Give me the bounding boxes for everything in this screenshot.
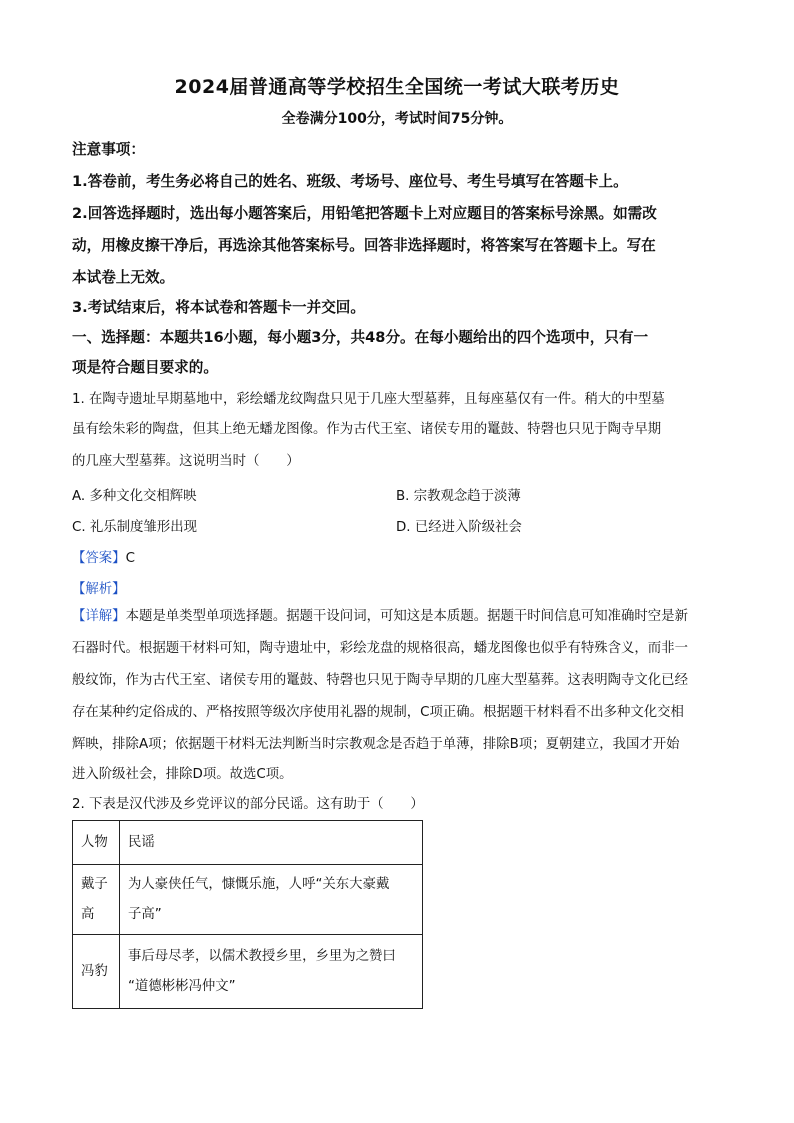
q2-stem: 2. 下表是汉代涉及乡党评议的部分民谣。这有助于（ ） (72, 797, 424, 812)
q1-answer (72, 547, 135, 566)
person-line-1: 戴子 (81, 876, 108, 892)
q1-detail-line-3: 般纹饰，作为古代王室、诸侯专用的鼍鼓、特磬也只见于陶寺早期的几座大型墓葬。这表明陶寺文化已经 (72, 673, 688, 688)
section-heading-line-2: 项是符合题目要求的。 (72, 359, 218, 376)
q1-detail-line-6: 进入阶级社会，排除D项。故选C项。 (72, 767, 293, 782)
table-cell-ballad (120, 935, 423, 1009)
table-cell-person (73, 865, 120, 935)
q1-option-a: A. 多种文化交相辉映 (72, 489, 197, 504)
q1-option-c: C. 礼乐制度雏形出现 (72, 520, 197, 535)
table-header-row (73, 821, 423, 865)
section-heading-line-1: 一、选择题：本题共16小题，每小题3分，共48分。在每小题给出的四个选项中，只有一 (72, 329, 649, 346)
q1-stem-line-1: 1. 在陶寺遗址早期墓地中，彩绘蟠龙纹陶盘只见于几座大型墓葬，且每座墓仅有一件。稍大的中型墓 (72, 392, 665, 407)
q1-detail-line-4: 存在某种约定俗成的、严格按照等级次序使用礼器的规制，C项正确。根据题干材料看不出多种文化交相 (72, 705, 684, 720)
detail-text-1: 本题是单类型单项选择题。据题干设问词，可知这是本质题。据题干时间信息可知准确时空是新 (125, 609, 688, 624)
table-row (73, 935, 423, 1009)
notice-item-2-line-1: 2.回答选择题时，选出每小题答案后，用铅笔把答题卡上对应题目的答案标号涂黑。如需改 (72, 205, 657, 222)
answer-label: 【答案】 (72, 551, 126, 566)
ballad-line-2: 子高” (128, 906, 162, 922)
page-title: 2024届普通高等学校招生全国统一考试大联考历史 (174, 76, 620, 98)
person-line-1: 冯豹 (81, 963, 108, 979)
notice-item-3: 3.考试结束后，将本试卷和答题卡一并交回。 (72, 299, 365, 316)
notice-heading: 注意事项： (72, 141, 145, 158)
table-header-person: 人物 (73, 821, 120, 865)
ballad-line-2: “道德彬彬冯仲文” (128, 978, 236, 994)
answer-value: C (125, 551, 135, 566)
person-line-2: 高 (81, 906, 95, 922)
q1-option-b: B. 宗教观念趋于淡薄 (396, 489, 521, 504)
q1-stem-line-2: 虽有绘朱彩的陶盘，但其上绝无蟠龙图像。作为古代王室、诸侯专用的鼍鼓、特磬也只见于陶寺早期 (72, 422, 662, 437)
table-cell-person (73, 935, 120, 1009)
table-cell-ballad (120, 865, 423, 935)
q1-analysis-label: 【解析】 (72, 582, 126, 597)
q1-option-d: D. 已经进入阶级社会 (396, 520, 522, 535)
exam-duration-note: 全卷满分100分，考试时间75分钟。 (281, 111, 513, 127)
table-row (73, 865, 423, 935)
ballad-line-1: 事后母尽孝，以儒术教授乡里，乡里为之赞曰 (128, 948, 396, 964)
q1-stem-line-3: 的几座大型墓葬。这说明当时（ ） (72, 454, 300, 469)
q1-detail-line-1 (72, 601, 732, 632)
table-header-ballad: 民谣 (120, 821, 423, 865)
q2-table (72, 820, 423, 1009)
q1-detail-line-5: 辉映，排除A项；依据题干材料无法判断当时宗教观念是否趋于单薄，排除B项；夏朝建立，我国才开始 (72, 737, 680, 752)
notice-item-2-line-2: 动，用橡皮擦干净后，再选涂其他答案标号。回答非选择题时，将答案写在答题卡上。写在 (72, 237, 656, 254)
notice-item-1: 1.答卷前，考生务必将自己的姓名、班级、考场号、座位号、考生号填写在答题卡上。 (72, 173, 628, 190)
notice-item-2-line-3: 本试卷上无效。 (72, 269, 175, 286)
q1-detail-line-2: 石器时代。根据题干材料可知，陶寺遗址中，彩绘龙盘的规格很高，蟠龙图像也似乎有特殊含义，而非一 (72, 641, 688, 656)
ballad-line-1: 为人豪侠任气，慷慨乐施，人呼“关东大豪戴 (128, 876, 390, 892)
detail-label: 【详解】 (72, 609, 126, 624)
